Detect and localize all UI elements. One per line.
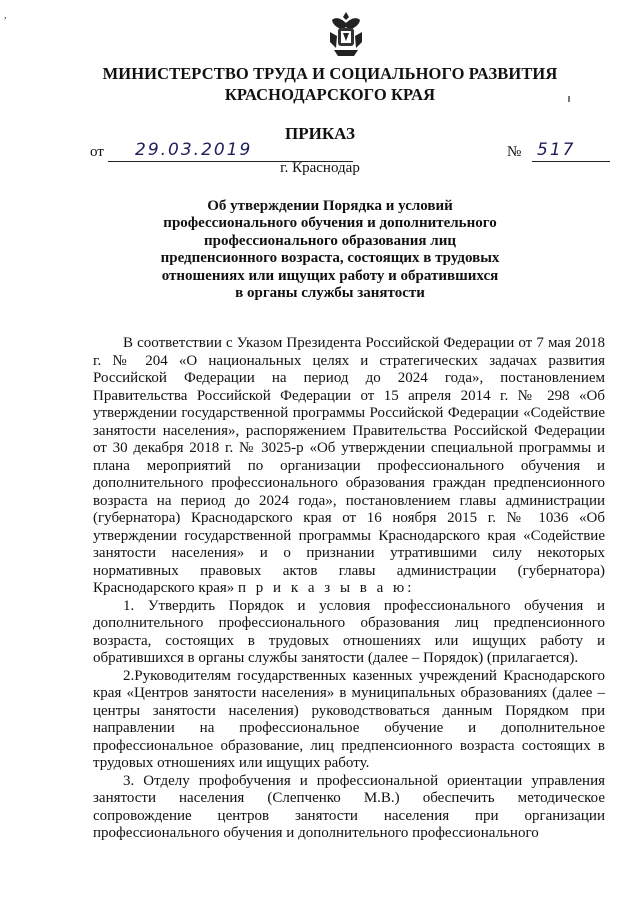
margin-mark: , [4, 10, 7, 21]
heading-line: профессионального обучения и дополнительного [163, 215, 497, 232]
heading-line: профессионального образования лиц [204, 232, 456, 249]
order-heading [140, 198, 520, 302]
item-1-paragraph: 1. Утвердить Порядок и условия профессионального обучения и дополнительного профессионального образования лиц предпенсионного возраста, состоящих в трудовых отношениях или ищущих работу и обратившихся в органы службы занятости (далее – Порядок) (прилагается). [93, 597, 605, 666]
item-2-paragraph: 2.Руководителям государственных казенных учреждений Краснодарского края «Центров занятости населения» в муниципальных образованиях (далее – центры занятости населения) руководствоваться данным Порядком при направлении на профессиональное обучение и дополнительное профессиональное образование, лиц предпенсионного возраста состоящих в трудовых отношениях или ищущих работу. [93, 667, 605, 771]
handwritten-number: 517 [537, 140, 576, 160]
heading-line: Об утверждении Порядка и условий [207, 198, 453, 214]
coat-of-arms-icon [326, 10, 366, 58]
item-3-paragraph: 3. Отделу профобучения и профессиональной ориентации управления занятости населения (Слепченко М.В.) обеспечить методическое сопровождение центров занятости населения при организации профессионального обучения и дополнительного профессионального [93, 772, 605, 841]
ministry-name-line-1: МИНИСТЕРСТВО ТРУДА И СОЦИАЛЬНОГО РАЗВИТИЯ [102, 64, 558, 83]
heading-line: в органы службы занятости [235, 285, 425, 302]
order-body [93, 335, 605, 843]
date-label: от [90, 144, 104, 160]
number-label: № [507, 144, 522, 160]
handwritten-date: 29.03.2019 [135, 140, 253, 160]
preamble-paragraph [93, 335, 605, 598]
city: г. Краснодар [280, 160, 360, 176]
scan-mark [568, 96, 570, 102]
heading-line: предпенсионного возраста, состоящих в трудовых [160, 250, 500, 267]
ministry-name-line-2: КРАСНОДАРСКОГО КРАЯ [224, 85, 436, 104]
order-title: ПРИКАЗ [285, 124, 355, 143]
orders-word: п р и к а з ы в а ю: [238, 580, 415, 596]
date-number-row [90, 140, 610, 162]
preamble-text: В соответствии с Указом Президента Российской Федерации от 7 мая 2018 г. № 204 «О национальных целях и стратегических задачах развития Российской Федерации на период до 2024 года», постановлением Правительства Российской Федерации от 15 апреля 2014 г. № 298 «Об утверждении государственной программы Российской Федерации «Содействие занятости населения», распоряжением Правительства Российской Федерации от 30 декабря 2018 г. № 3025-р «Об утверждении специальной программы и плана мероприятий по организации профессионального обучения и дополнительного профессионального образования граждан предпенсионного возраста на период до 2024 года», постановлением главы администрации (губернатора) Краснодарского края от 16 ноября 2015 г. № 1036 «Об утверждении государственной программы Краснодарского края «Содействие занятости населения» и о признании утратившими силу некоторых нормативных правовых актов главы администрации (губернатора) Краснодарского края» [93, 335, 605, 596]
heading-line: отношениях или ищущих работу и обратившихся [161, 267, 499, 284]
